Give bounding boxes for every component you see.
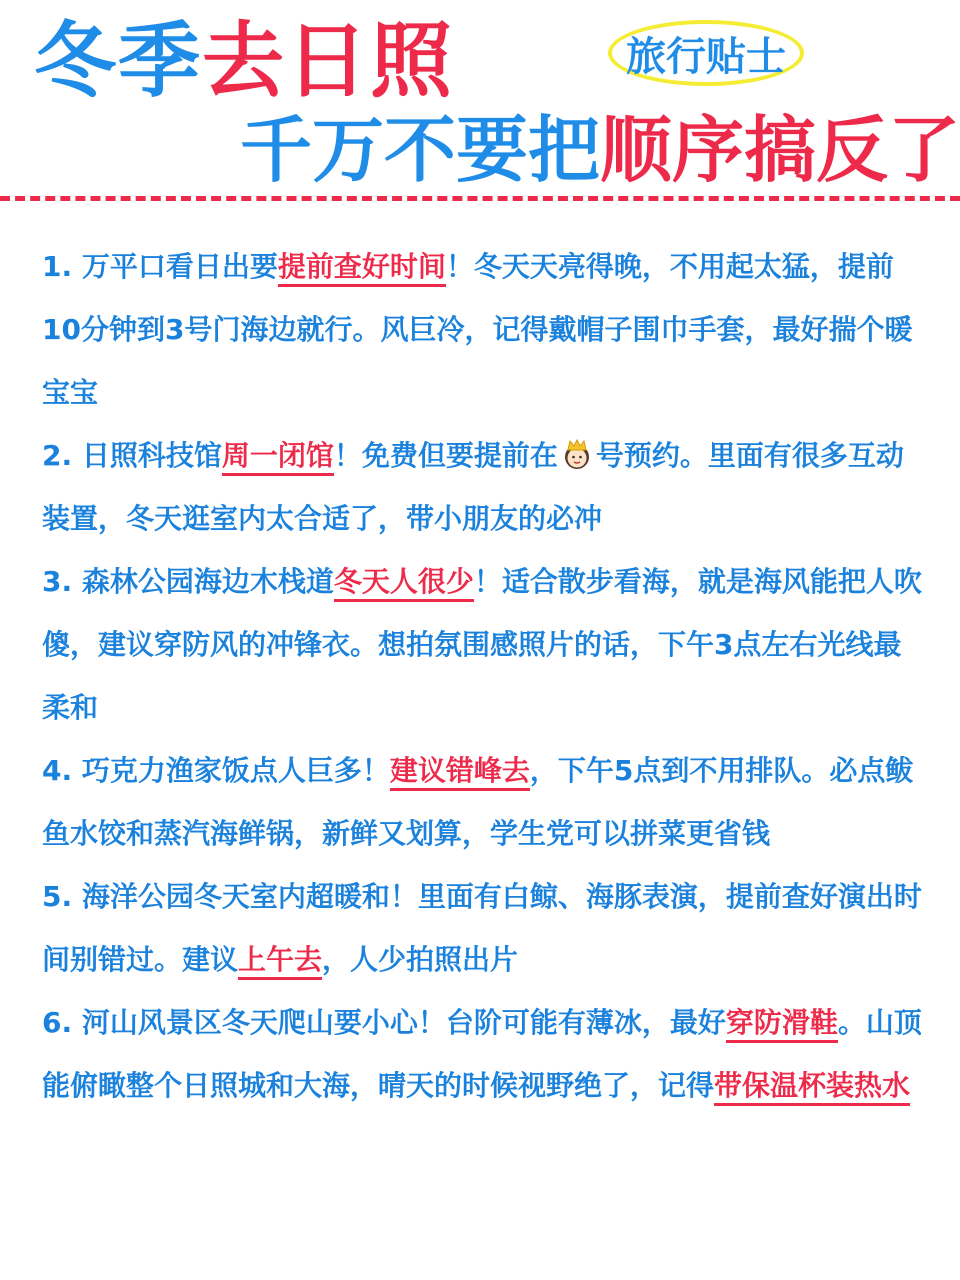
tip-highlight: 建议错峰去 <box>390 754 530 791</box>
tip-item-3 <box>42 550 922 739</box>
princess-emoji-icon <box>560 437 594 471</box>
tip-highlight: 周一闭馆 <box>222 439 334 476</box>
tip-item-1 <box>42 235 922 424</box>
subtitle-part-b: 顺序搞反了 <box>600 108 960 192</box>
tips-list <box>42 235 922 1117</box>
tip-text: 5. 海洋公园冬天室内超暖和！里面有白鲸、海豚表演，提前查好演出时间别错过。建议 <box>42 880 922 976</box>
subtitle-part-a: 千万不要把 <box>240 108 601 192</box>
subtitle <box>240 108 960 192</box>
tip-highlight: 提前查好时间 <box>278 250 446 287</box>
tip-text: ，人少拍照出片 <box>322 943 519 976</box>
travel-tips-badge: 旅行贴士 <box>608 20 804 86</box>
tip-text: 。山顶能俯瞰整个日照城和大海，晴天的时候视野绝了，记得 <box>42 1006 922 1102</box>
header <box>0 0 960 200</box>
tip-text: ！冬天天亮得晚，不用起太猛，提前10分钟到3号门海边就行。风巨冷，记得戴帽子围巾手套，最好揣个暖宝宝 <box>42 250 913 409</box>
tip-text: 6. 河山风景区冬天爬山要小心！台阶可能有薄冰，最好 <box>42 1006 726 1039</box>
tip-item-4 <box>42 739 922 865</box>
tip-text: 号预约。里面有很多互动装置，冬天逛室内太合适了，带小朋友的必冲 <box>42 439 904 535</box>
dashed-divider <box>0 196 960 201</box>
tip-highlight: 上午去 <box>238 943 322 980</box>
tip-item-6 <box>42 991 922 1117</box>
tip-highlight: 穿防滑鞋 <box>726 1006 838 1043</box>
main-title <box>34 14 454 110</box>
tip-text: 4. 巧克力渔家饭点人巨多！ <box>42 754 390 787</box>
tip-text: ，下午5点到不用排队。必点鲅鱼水饺和蒸汽海鲜锅，新鲜又划算，学生党可以拼菜更省钱 <box>42 754 914 850</box>
tip-item-5 <box>42 865 922 991</box>
tip-highlight: 带保温杯装热水 <box>714 1069 910 1106</box>
tip-text: 3. 森林公园海边木栈道 <box>42 565 334 598</box>
title-part-rizhao: 去日照 <box>202 14 455 109</box>
tip-item-2 <box>42 424 922 550</box>
tip-text: 1. 万平口看日出要 <box>42 250 278 283</box>
tip-text: ！免费但要提前在 <box>333 439 558 472</box>
tip-text: 2. 日照科技馆 <box>42 439 222 472</box>
title-part-winter: 冬季 <box>34 14 203 109</box>
tip-text: ！适合散步看海，就是海风能把人吹傻，建议穿防风的冲锋衣。想拍氛围感照片的话，下午3点左右光线最柔和 <box>42 565 922 724</box>
tip-highlight: 冬天人很少 <box>334 565 474 602</box>
